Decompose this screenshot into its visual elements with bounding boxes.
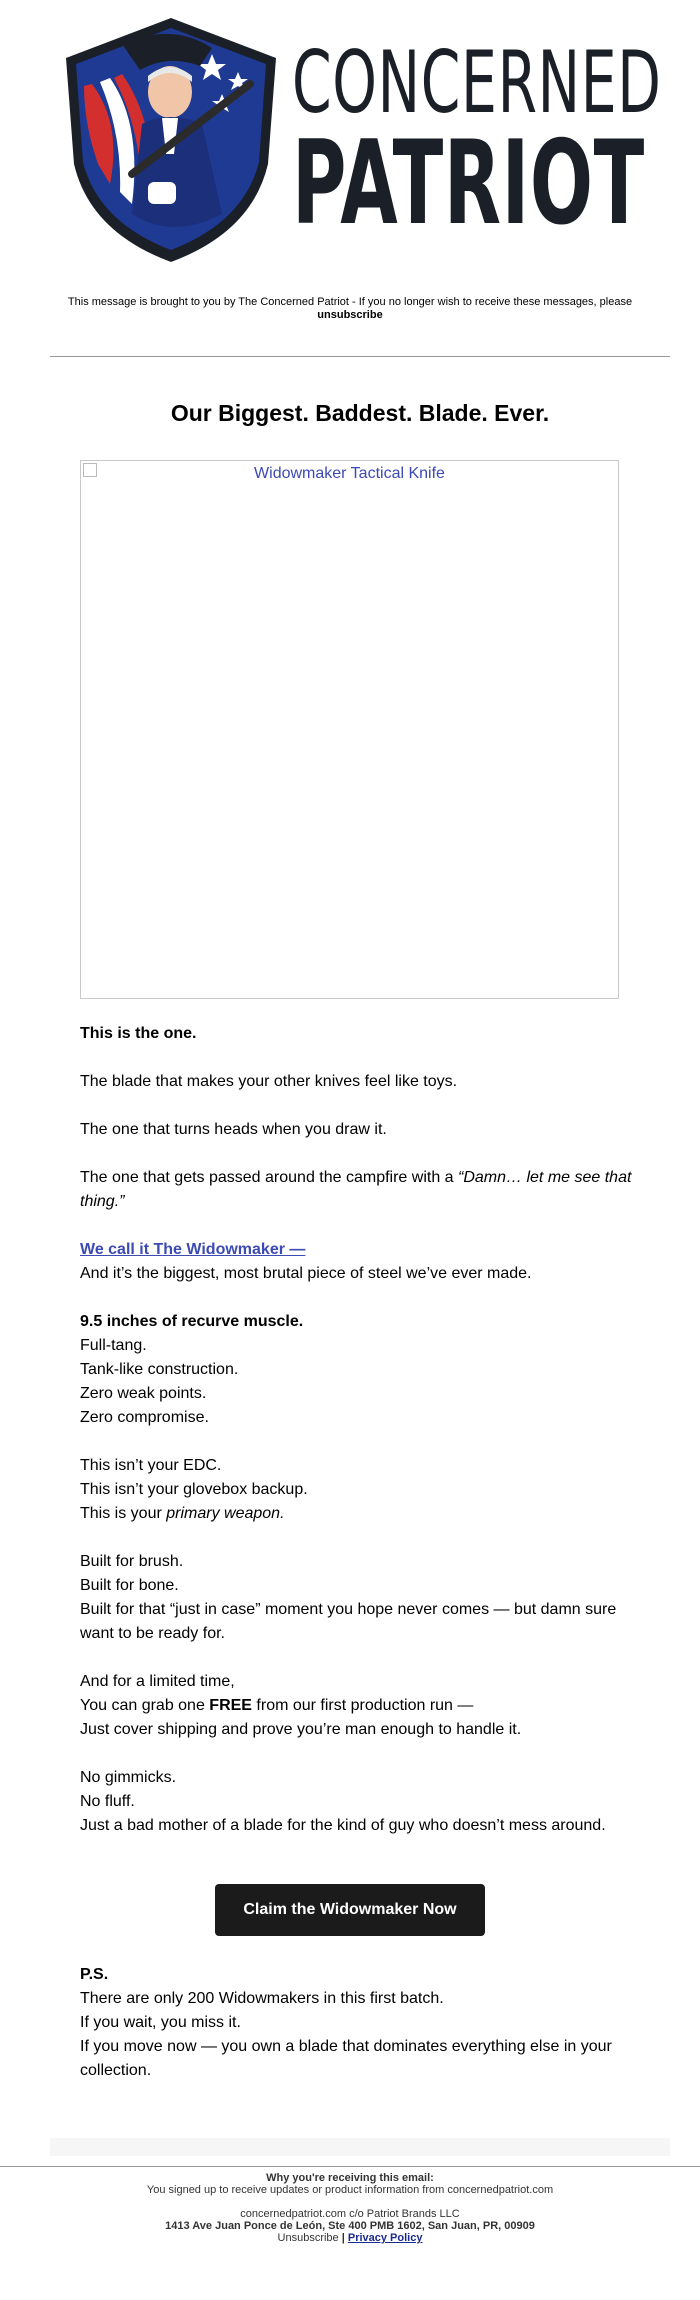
spec-line: Tank-like construction.	[80, 1361, 239, 1378]
offer-paragraph	[80, 1670, 640, 1742]
widowmaker-link[interactable]: We call it The Widowmaker —	[80, 1241, 306, 1258]
header-divider	[50, 356, 670, 357]
content-bottom-band	[50, 2138, 670, 2156]
privacy-policy-link[interactable]: Privacy Policy	[347, 2232, 423, 2244]
body-intro: This is the one.	[80, 1025, 197, 1042]
body-text: And it’s the biggest, most brutal piece of steel we’ve ever made.	[80, 1265, 532, 1282]
body-text: You can grab one	[80, 1697, 210, 1714]
body-paragraph	[80, 1766, 640, 1838]
body-text: Built for that “just in case” moment you hope never comes — but damn sure want to be ready for.	[80, 1601, 617, 1642]
body-text: Just a bad mother of a blade for the kind of guy who doesn’t mess around.	[80, 1817, 606, 1834]
footer-divider	[0, 2166, 700, 2167]
footer-separator: |	[341, 2232, 345, 2244]
body-text: from our first production run —	[251, 1697, 474, 1714]
footer-company: concernedpatriot.com c/o Patriot Brands LLC	[240, 2208, 460, 2220]
body-text: No gimmicks.	[80, 1769, 177, 1786]
body-text: And for a limited time,	[80, 1673, 235, 1690]
specs-heading: 9.5 inches of recurve muscle.	[80, 1313, 304, 1330]
hero-image[interactable]	[80, 460, 619, 999]
hero-image-alt: Widowmaker Tactical Knife	[254, 465, 445, 482]
body-text: Built for bone.	[80, 1577, 179, 1594]
email-header	[0, 0, 700, 290]
body-text: This isn’t your glovebox backup.	[80, 1481, 308, 1498]
body-paragraph	[80, 1454, 640, 1526]
body-text: Just cover shipping and prove you’re man enough to handle it.	[80, 1721, 522, 1738]
free-text: FREE	[209, 1697, 252, 1714]
footer-unsubscribe-link[interactable]: Unsubscribe	[277, 2232, 339, 2244]
body-text: This isn’t your EDC.	[80, 1457, 222, 1474]
spec-line: Zero compromise.	[80, 1409, 209, 1426]
body-paragraph	[80, 1166, 640, 1214]
footer-why-title: Why you're receiving this email:	[266, 2172, 434, 2184]
footer-address: 1413 Ave Juan Ponce de León, Ste 400 PMB 1602, San Juan, PR, 00909	[165, 2220, 535, 2232]
primary-weapon-text: primary weapon.	[166, 1505, 285, 1522]
campfire-quote: “Damn… let me see that thing.”	[80, 1169, 632, 1210]
body-text: This is your	[80, 1505, 167, 1522]
body-text: No fluff.	[80, 1793, 135, 1810]
unsubscribe-link[interactable]: unsubscribe	[317, 309, 383, 321]
sender-notice-text: This message is brought to you by The Concerned Patriot - If you no longer wish to receive these messages, please	[67, 296, 633, 308]
spec-line: Zero weak points.	[80, 1385, 207, 1402]
email-footer	[60, 2172, 640, 2244]
body-text: The one that gets passed around the campfire with a	[80, 1169, 459, 1186]
ps-line: There are only 200 Widowmakers in this first batch.	[80, 1990, 444, 2007]
postscript	[80, 1963, 640, 2083]
footer-why-text: You signed up to receive updates or product information from concernedpatriot.com	[146, 2184, 554, 2196]
brand-name-line2: PATRIOT	[292, 116, 645, 251]
body-paragraph	[80, 1550, 640, 1646]
specs-paragraph	[80, 1310, 640, 1430]
email-body	[80, 1022, 640, 1862]
sender-notice	[60, 296, 640, 322]
body-paragraph: The blade that makes your other knives feel like toys.	[80, 1073, 458, 1090]
claim-widowmaker-button[interactable]: Claim the Widowmaker Now	[215, 1884, 485, 1936]
email-headline: Our Biggest. Baddest. Blade. Ever.	[170, 400, 550, 426]
patriot-shield-icon	[62, 14, 280, 264]
ps-line: If you wait, you miss it.	[80, 2014, 241, 2031]
spec-line: Full-tang.	[80, 1337, 147, 1354]
body-text: Built for brush.	[80, 1553, 184, 1570]
brand-name-line1: CONCERNED	[292, 33, 662, 133]
body-paragraph	[80, 1238, 640, 1286]
ps-line: If you move now — you own a blade that dominates everything else in your collection.	[80, 2038, 612, 2079]
body-paragraph: The one that turns heads when you draw it.	[80, 1121, 387, 1138]
ps-label: P.S.	[80, 1966, 109, 1983]
